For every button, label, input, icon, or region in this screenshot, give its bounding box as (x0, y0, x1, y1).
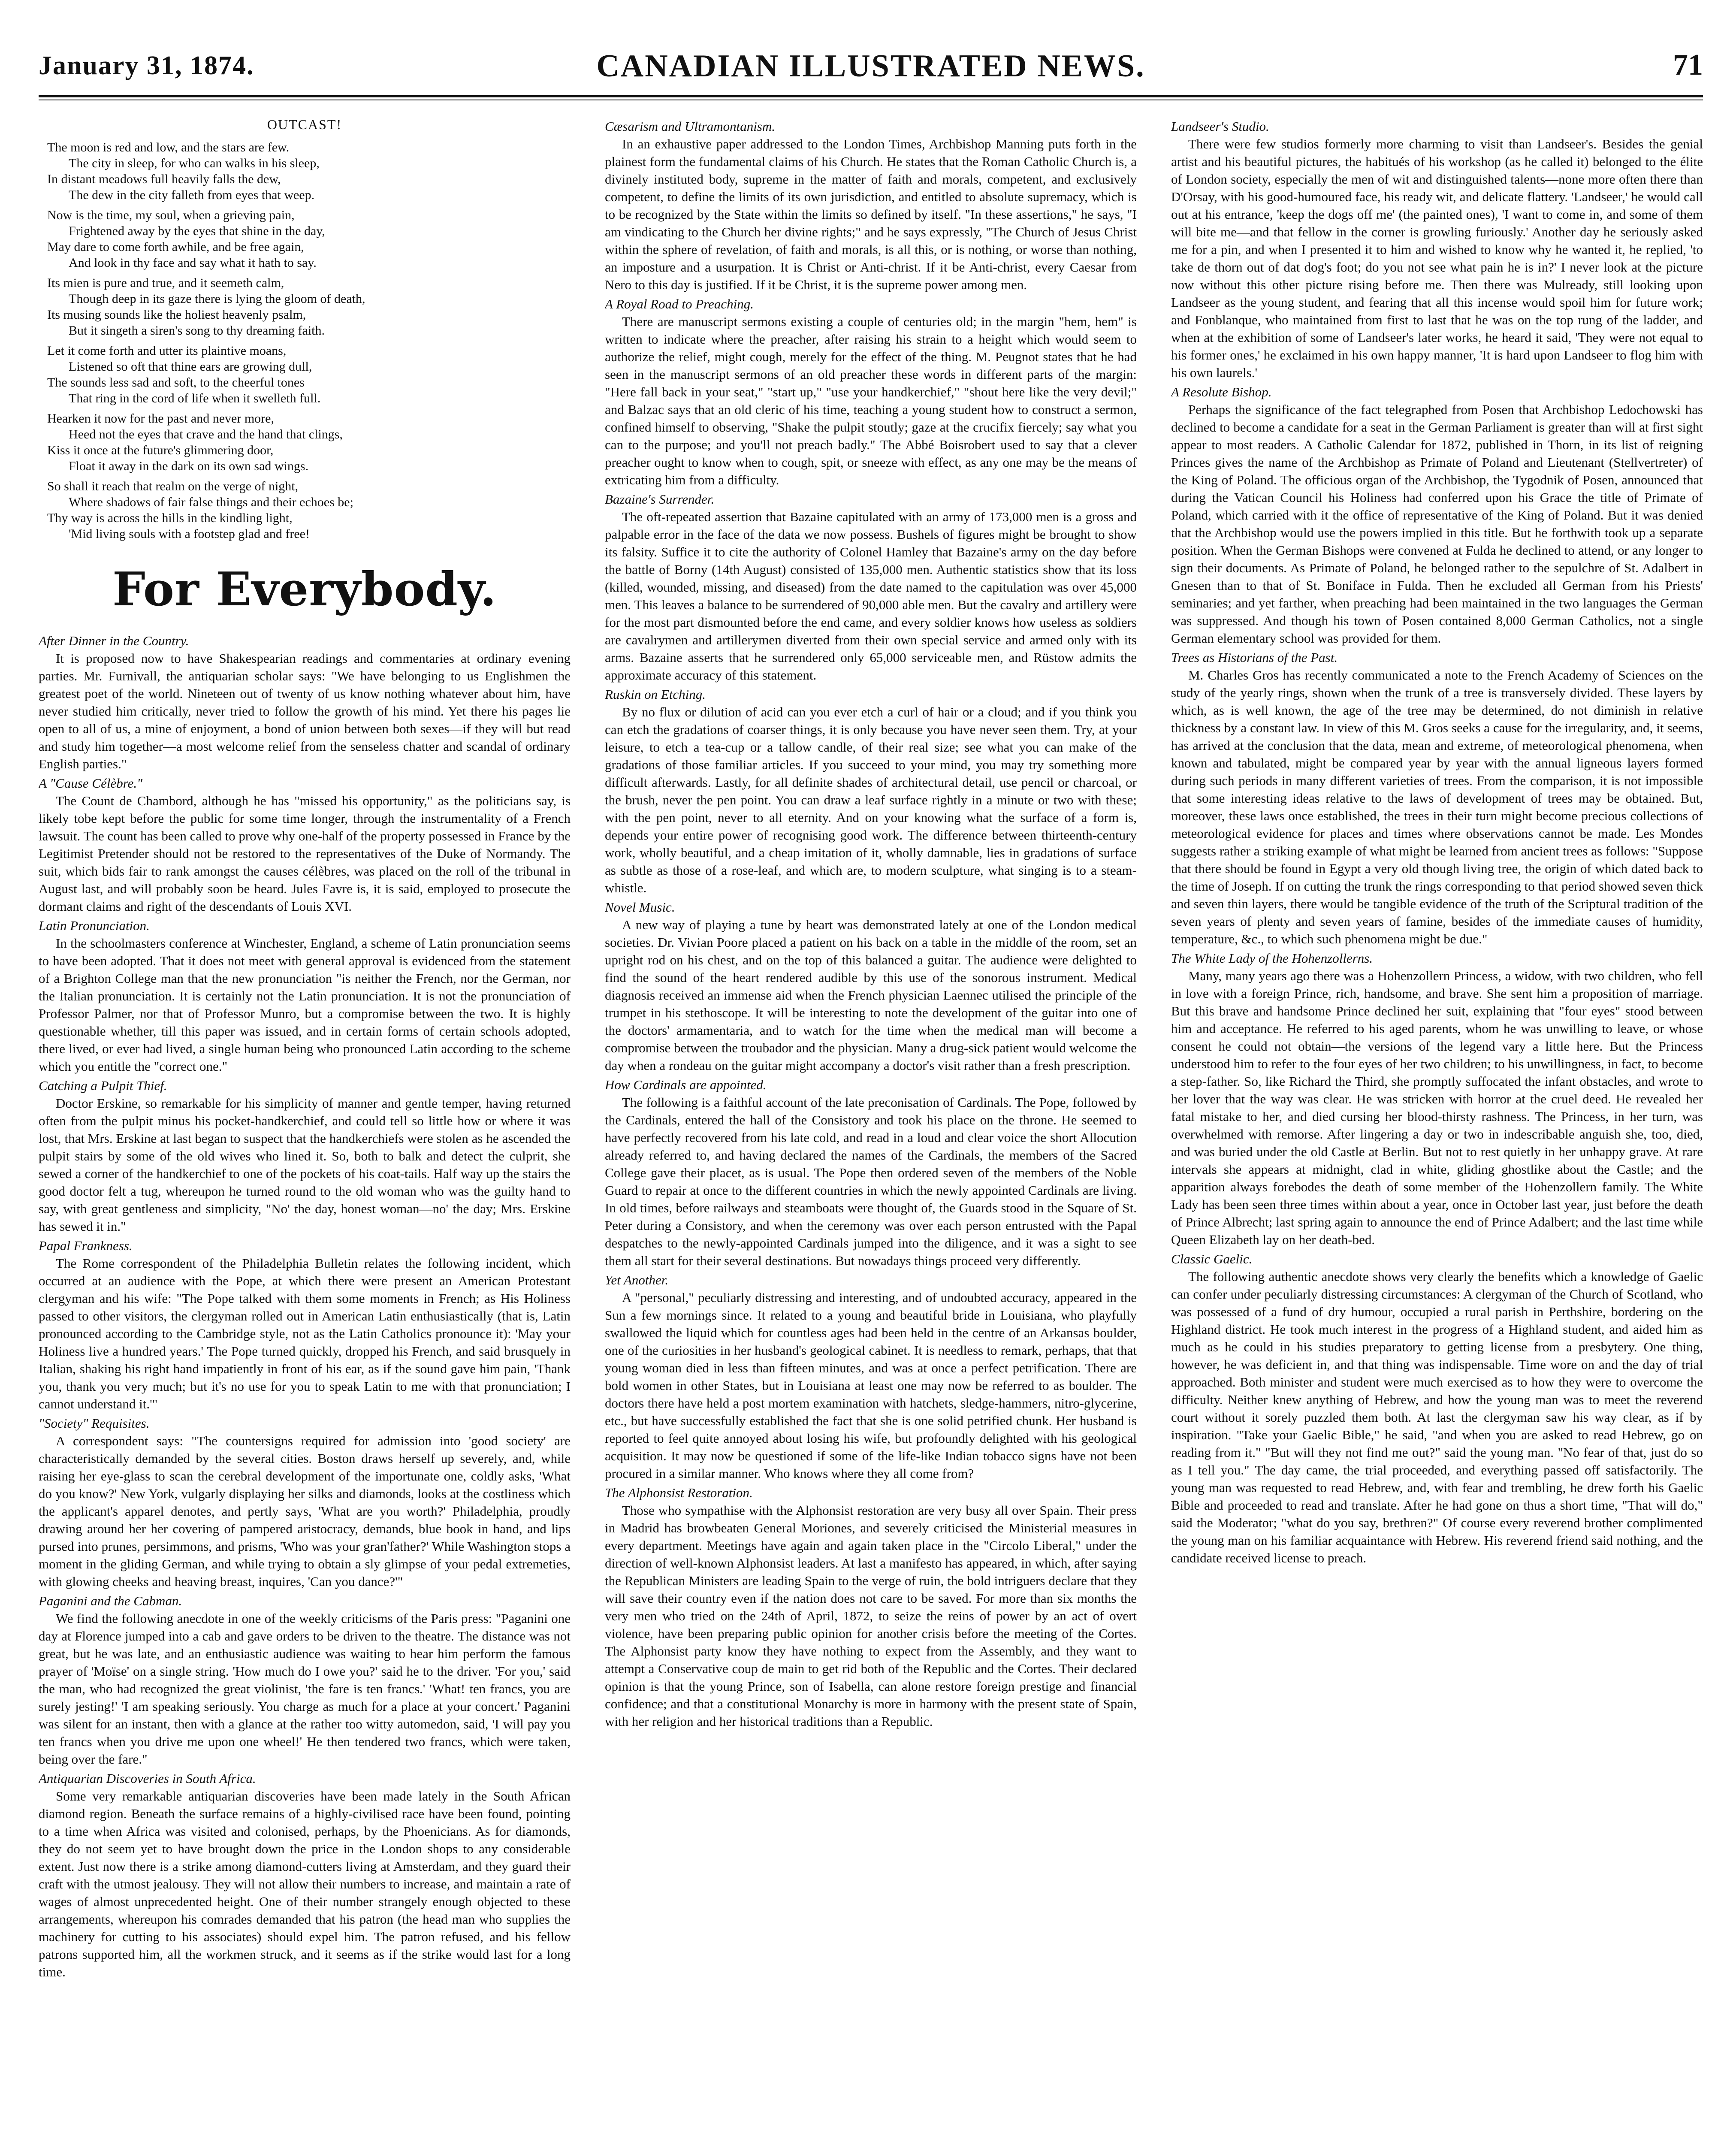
section-body: A new way of playing a tune by heart was demonstrated lately at one of the London medical societies. Dr. Vivian Poore placed a patient on his back on a table in the middle of the room, set an upright rod on his chest, and on the top of this balanced a guitar. The audience were delighted to find the sound of the heart rendered audible by this use of the sonorous instrument. Medical diagnosis received an immense aid when the French physician Laennec utilised the principle of the trumpet in his stethoscope. It will be interesting to note the development of the guitar into one of the doctors' armamentaria, and to watch for the time when the medical man will become a compromise between the troubador and the physician. Many a drug-sick patient would welcome the day when a rondeau on the guitar might accompany a doctor's visit rather than a fresh prescription. (605, 917, 1137, 1073)
section-title: Novel Music. (605, 900, 675, 915)
section-body: Some very remarkable antiquarian discoveries have been made lately in the South African diamond region. Beneath the surface remains of a highly-civilised race have been found, pointing to a time when Africa was visited and colonised, perhaps, by the Phoenicians. As for diamonds, they do not seem yet to have brought down the price in the London shops to any considerable extent. Just now there is a strike among diamond-cutters living at Amsterdam, and they guard their craft with the utmost jealousy. They will not allow their numbers to increase, and maintain a rate of wages of almost unprecedented height. One of their number strangely enough objected to these arrangements, whereupon his comrades demanded that his patron (the head man who supplies the machinery for cutting to his associates) should expel him. The patron refused, and his fellow patrons supported him, all the workmen struck, and it seems as if the strike would last for a long time. (39, 1789, 571, 1979)
article-section (1171, 649, 1703, 948)
poem-line: Hearken it now for the past and never more, (47, 411, 274, 426)
section-body: Many, many years ago there was a Hohenzollern Princess, a widow, with two children, who fell in love with a foreign Prince, rich, handsome, and brave. She sent him a proposition of marriage. But this brave and handsome Prince declined her suit, explaining that "four eyes" stood between him and acceptance. He referred to his aged parents, whom he was unwilling to leave, or whose consent he could not obtain—the versions of the legend vary a little here. But the Princess understood him to refer to the four eyes of her two children; to his unwillingness, in fact, to become a step-father. So, like Richard the Third, she promptly suffocated the infant obstacles, and wrote to her lover that the way was clear. He was stricken with horror at the cruel deed. He revealed her fatal mistake to her, and died cursing her blood-thirsty rashness. The Princess, in her turn, was overwhelmed with remorse. After lingering a day or two in indescribable anguish she, too, died, and was buried under the old Castle at Berlin. But not to rest quietly in her unhappy grave. At rare intervals she appears at midnight, clad in white, gliding ghostlike about the Castle; and the apparition always forebodes the death of some member of the Hohenzollern family. The White Lady has been seen three times within about a year, once in October last year, just before the death of Prince Albrecht; last spring again to announce the end of Prince Adalbert; and the last time while Queen Elizabeth lay on her death-bed. (1171, 968, 1703, 1247)
article-section (1171, 383, 1703, 647)
section-title: Trees as Historians of the Past. (1171, 650, 1338, 665)
section-body: We find the following anecdote in one of the weekly criticisms of the Paris press: "Paganini one day at Florence jumped into a cab and gave orders to be driven to the theatre. The distance was not great, but he was late, and an enthusiastic audience was waiting to hear him perform the famous prayer of 'Moïse' on a single string. 'How much do I owe you?' said he to the driver. 'For you,' said the man, who had recognized the great violinist, 'the fare is ten francs.' 'What! ten francs, you are surely jesting!' 'I am speaking seriously. You charge as much for a place at your concert.' Paganini was silent for an instant, then with a glance at the rather too witty automedon, said, 'I will pay you ten francs when you drive me upon one wheel!' He then tendered two francs, which were taken, being over the fare." (39, 1611, 571, 1767)
poem (39, 139, 571, 542)
article-section (605, 1271, 1137, 1482)
section-body: The oft-repeated assertion that Bazaine capitulated with an army of 173,000 men is a gross and palpable error in the face of the data we now possess. Bushels of figures might be brought to show its falsity. Suffice it to cite the authority of Colonel Hamley that Bazaine's army on the day before the battle of Borny (14th August) consisted of 135,000 men. Authentic statistics show that its loss (killed, wounded, missing, and diseased) from the date named to the capitulation was over 45,000 men. This leaves a balance to be surrendered of 90,000 able men. But the cavalry and artillery were for the most part dismounted before the end came, and every soldier knows how useless as soldiers are cavalrymen and artillerymen diverted from their own special service and armed only with its arms. Bazaine asserts that he surrendered only 65,000 serviceable men, and Rüstow admits the approximate accuracy of this statement. (605, 509, 1137, 683)
section-title: How Cardinals are appointed. (605, 1077, 767, 1092)
article-section (39, 1770, 571, 1981)
masthead-rule (39, 95, 1703, 97)
article-section (605, 490, 1137, 684)
poem-line: Though deep in its gaze there is lying the gloom of death, (69, 292, 365, 306)
poem-line: 'Mid living souls with a footstep glad and free! (69, 527, 310, 541)
poem-line: Listened so oft that thine ears are growing dull, (69, 360, 312, 374)
article-section (605, 118, 1137, 293)
poem-line: Its musing sounds like the holiest heavenly psalm, (47, 308, 306, 322)
section-title: Antiquarian Discoveries in South Africa. (39, 1771, 256, 1786)
section-title: Ruskin on Etching. (605, 687, 706, 702)
poem-line: Let it come forth and utter its plaintive moans, (47, 344, 287, 358)
page-number: 71 (1673, 48, 1703, 82)
poem-line: The city in sleep, for who can walks in his sleep, (69, 156, 320, 170)
section-title: Yet Another. (605, 1272, 669, 1287)
poem-line: But it singeth a siren's song to thy dreaming faith. (69, 323, 325, 338)
poem-line: Kiss it once at the future's glimmering door, (47, 443, 274, 457)
article-section (39, 774, 571, 915)
article-section (605, 295, 1137, 489)
section-body: M. Charles Gros has recently communicated a note to the French Academy of Sciences on the study of the yearly rings, shown when the trunk of a tree is transversely divided. These layers by which, as is well known, the age of the tree may be determined, do not diminish in relative thickness by a constant law. In view of this M. Gros seeks a cause for the irregularity, and, it seems, has arrived at the conclusion that the data, mean and extreme, of meteorological phenomena, when known and tabulated, might be compared year by year with the annual ligneous layers formed during such periods in many different varieties of trees. From the comparison, it is not impossible that some interesting ideas relative to the laws of development of trees may be obtained. But, moreover, these laws once established, the trees in their turn might become precious collections of meteorological evidence for places and times where observations cannot be made. Les Mondes suggests rather a striking example of what might be learned from ancient trees as follows: "Suppose that there should be found in Egypt a very old though living tree, the origin of which dated back to the time of Joseph. If on cutting the trunk the rings corresponding to that period showed seven thick and seven thin layers, there would be tangible evidence of the truth of the Scriptural tradition of the seven years of plenty and seven years of famine, besides of the immediate causes of humidity, temperature, &c., to which such phenomena might be due." (1171, 668, 1703, 946)
section-body: A correspondent says: "The countersigns required for admission into 'good society' are characteristically demanded by the several cities. Boston draws herself up severely, and, while raising her eye-glass to scan the cerebral development of the importunate one, coldly asks, 'What do you know?' New York, vulgarly displaying her silks and diamonds, looks at the costliness which the applicant's apparel denotes, and pertly says, 'What are you worth?' Philadelphia, proudly drawing around her her covering of pampered aristocracy, demands, blue book in hand, and lips pursed into prunes, persimmons, and prisms, 'Who was your gran'father?' While Washington stops a moment in the gliding German, and while trying to obtain a sly glimpse of your pedal extremeties, with glowing cheeks and heaving breast, inquires, 'Can you dance?'" (39, 1433, 571, 1589)
section-body: A "personal," peculiarly distressing and interesting, and of undoubted accuracy, appeared in the Sun a few mornings since. It related to a young and beautiful bride in Louisiana, who playfully swallowed the liquid which for countless ages had been held in the centre of an Arkansas boulder, one of the curiosities in her husband's geological cabinet. It is needless to remark, perhaps, that that young woman died in less than fifteen minutes, and was at once a perfect petrification. There are bold women in other States, but in Louisiana at least one may now be referred to as boulder. The doctors there have held a post mortem examination with hatchets, sledge-hammers, nitro-glycerine, etc., but have successfully established the fact that she is one solid petrified chunk. Her husband is reported to feel quite annoyed about losing his wife, but profoundly delighted with his geological acquisition. It may now be questioned if some of the life-like Indian tobacco signs have not been procured in a similar manner. Who knows where they all come from? (605, 1290, 1137, 1481)
poem-line: Its mien is pure and true, and it seemeth calm, (47, 276, 284, 290)
poem-stanza (47, 275, 571, 338)
section-body: There are manuscript sermons existing a couple of centuries old; in the margin "hem, hem" is written to indicate where the preacher, after raising his strain to a height which would seem to authorize the relief, might cough, merely for the effect of the thing. M. Peugnot states that he had seen in the manuscript sermons of an old preacher these words in different parts of the margin: "Here fall back in your seat," "start up," "use your handkerchief," "shout here like the very devil;" and Balzac says that an old cleric of his time, teaching a young student how to construct a sermon, confined himself to observing, "Shake the pulpit stoutly; gaze at the crucifix fiercely; say what you can to the purpose; and you'll not preach badly." The Abbé Boisrobert used to say that a clever preacher ought to know when to cough, spit, or sneeze with effect, as any one may be the means of extricating him from a difficulty. (605, 314, 1137, 487)
article-section (1171, 1250, 1703, 1567)
section-title: After Dinner in the Country. (39, 633, 189, 648)
poem-line: Float it away in the dark on its own sad wings. (69, 459, 309, 473)
article-section (39, 917, 571, 1075)
section-title: Papal Frankness. (39, 1238, 133, 1253)
section-title: "Society" Requisites. (39, 1416, 150, 1431)
article-section (39, 632, 571, 773)
section-title: Paganini and the Cabman. (39, 1593, 182, 1608)
issue-date: January 31, 1874. (39, 51, 254, 80)
article-section (39, 1237, 571, 1413)
poem-stanza (47, 478, 571, 542)
poem-line: In distant meadows full heavily falls the dew, (47, 172, 281, 186)
poem-stanza (47, 207, 571, 271)
newspaper-page (39, 39, 1703, 2145)
poem-line: Where shadows of fair false things and their echoes be; (69, 495, 353, 509)
article-section (605, 1484, 1137, 1730)
poem-line: The dew in the city falleth from eyes that weep. (69, 188, 315, 202)
section-body: Those who sympathise with the Alphonsist restoration are very busy all over Spain. Their press in Madrid has browbeaten General Moriones, and severely criticised the Ministerial measures in every department. Meetings have again and again taken place in the "Circolo Liberal," under the direction of well-known Alphonsist leaders. At last a manifesto has appeared, in which, after saying the Republican Ministers are leading Spain to the verge of ruin, the bold intriguers declare that they will save their country even if the nation does not care to be saved. For more than six months the very men who tried on the 24th of April, 1872, to seize the reins of power by an act of overt violence, have been preparing public opinion for another crisis before the meeting of the Cortes. The Alphonsist party know they have nothing to expect from the Assembly, and they want to attempt a Conservative coup de main to get rid both of the Republic and the Cortes. Their declared opinion is that the young Prince, son of Isabella, can alone restore foreign prestige and financial confidence; and that a constitutional Monarchy is more in harmony with the present state of Spain, with her religion and her historical traditions than a Republic. (605, 1503, 1137, 1729)
section-body: The following is a faithful account of the late preconisation of Cardinals. The Pope, followed by the Cardinals, entered the hall of the Consistory and took his place on the throne. He seemed to have perfectly recovered from his late cold, and read in a loud and clear voice the short Allocution already referred to, and having declared the names of the Cardinals, the members of the Sacred College gave their placet, as is usual. The Pope then ordered seven of the members of the Noble Guard to repair at once to the different countries in which the newly appointed Cardinals are living. In old times, before railways and steamboats were thought of, the Guards stood in the Square of St. Peter during a Consistory, and when the ceremony was over each person entrusted with the Papal despatches to the newly-appointed Cardinals jumped into the diligence, and it was a sight to see them all start for their several destinations. But nowadays things proceed very differently. (605, 1095, 1137, 1268)
section-body: There were few studios formerly more charming to visit than Landseer's. Besides the genial artist and his beautiful pictures, the habitués of his workshop (as he called it) belonged to the élite of London society, especially the men of wit and distinguished talents—none more often there than D'Orsay, with his good-humoured face, his ready wit, and delicate flattery. 'Landseer,' he would call out at his entrance, 'keep the dogs off me' (the painted ones), 'I want to come in, and some of them will bite me—and that fellow in the corner is growling furiously.' Another day he seriously asked me for a pin, and when I presented it to him and wished to know why he wanted it, he replied, 'to take de thorn out of dat dog's foot; do you not see what pain he is in?' I never look at the picture now without this other picture rising before me. Then there was Mulready, still looking upon Landseer as the young student, and fearing that all this incense would spoil him for future work; and Fonblanque, who maintained from first to last that he was on the top rung of the ladder, and when at the exhibition of some of Landseer's later works, he heard it said, 'They were not equal to his former ones,' he exclaimed in his own happy manner, 'It is hard upon Landseer to flog him with his own laurels.' (1171, 136, 1703, 380)
poem-stanza (47, 343, 571, 406)
poem-line: May dare to come forth awhile, and be free again, (47, 240, 304, 254)
masthead (39, 39, 1703, 90)
section-title: Classic Gaelic. (1171, 1251, 1253, 1266)
article-section (39, 1077, 571, 1235)
section-title: Latin Pronunciation. (39, 918, 150, 933)
section-body: By no flux or dilution of acid can you ever etch a curl of hair or a cloud; and if you think you can etch the gradations of coarser things, it is only because you have never seen them. Try, at your leisure, to etch a tea-cup or a tallow candle, of their real size; see what you can make of the gradations of those familiar articles. If you succeed to your mind, you may try something more difficult afterwards. Lastly, for all definite shades of architectural detail, use pencil or charcoal, or the brush, never the pen point. You can draw a leaf surface rightly in a minute or two with these; with the pen point, never to all eternity. And on your knowing what the surface of a form is, depends your entire power of recognising good work. The difference between thirteenth-century work, wholly beautiful, and a cheap imitation of it, wholly damnable, lies in gradations of surface as subtle as those of a rose-leaf, and which are, to modern sculpture, what singing is to a steam-whistle. (605, 704, 1137, 895)
poem-line: Frightened away by the eyes that shine in the day, (69, 224, 325, 238)
article-section (1171, 949, 1703, 1248)
section-title: The White Lady of the Hohenzollerns. (1171, 951, 1373, 966)
section-title: Cæsarism and Ultramontanism. (605, 119, 776, 134)
newspaper-title: CANADIAN ILLUSTRATED NEWS. (596, 48, 1145, 84)
section-body: The following authentic anecdote shows very clearly the benefits which a knowledge of Gaelic can confer under peculiarly distressing circumstances: A clergyman of the Church of Scotland, who was possessed of a fund of dry humour, occupied a rural parish in Perthshire, bordering on the Highland district. He took much interest in the progress of a Highland student, and aided him as much as he could in his studies preparatory to getting license from a presbytery. One thing, however, he was deficient in, and that thing was indispensable. Time wore on and the day of trial approached. Both minister and student were much exercised as to how they were to overcome the difficulty. Neither knew anything of Hebrew, and how the young man was to meet the reverend court without it sorely puzzled them both. At last the clergyman saw his way clear, as if by inspiration. "Take your Gaelic Bible," he said, "and when you are asked to read Hebrew, go on reading from it." "But will they not find me out?" said the young man. "No fear of that, just do so as I tell you." The day came, the trial proceeded, and everything passed off satisfactorily. The young man was requested to read Hebrew, and, with fear and trembling, he drew forth his Gaelic Bible and proceeded to read and translate. After he had gone on thus a short time, "That will do," said the Moderator; "what do you say, brethren?" Of course every reverend brother complimented the young man on his familiar acquaintance with Hebrew. His reverend friend said nothing, and the candidate received license to preach. (1171, 1269, 1703, 1565)
poem-line: Thy way is across the hills in the kindling light, (47, 511, 293, 525)
section-title: A "Cause Célèbre." (39, 776, 143, 791)
article-section (39, 1414, 571, 1590)
poem-line: The sounds less sad and soft, to the cheerful tones (47, 375, 305, 390)
section-body: In an exhaustive paper addressed to the London Times, Archbishop Manning puts forth in the plainest form the fundamental claims of his Church. He states that the Roman Catholic Church is, a divinely instituted body, supreme in the matter of faith and morals, competent, and exclusively competent, to define the limits of its own jurisdiction, and entitled to absolute supremacy, which is to be recognized by the State within the limits so defined by itself. "In these assertions," he says, "I am vindicating to the Church her divine rights;" and he says expressly, "The Church of Jesus Christ within the sphere of revelation, of faith and morals, is all this, or is nothing, or worse than nothing, an imposture and a usurpation. It is Christ or Anti-christ. If it be Anti-christ, every Caesar from Nero to this day is justified. If it be Christ, it is the supreme power among men. (605, 136, 1137, 292)
poem-stanza (47, 139, 571, 203)
section-title: Landseer's Studio. (1171, 119, 1269, 134)
column-2 (605, 116, 1137, 2145)
article-section (605, 686, 1137, 897)
section-title: A Royal Road to Preaching. (605, 296, 754, 311)
poem-line: That ring in the cord of life when it swelleth full. (69, 391, 321, 405)
poem-title: OUTCAST! (267, 117, 342, 132)
poem-stanza (47, 411, 571, 474)
column-1 (39, 116, 571, 2145)
poem-line: Heed not the eyes that crave and the hand that clings, (69, 427, 343, 441)
section-body: The Count de Chambord, although he has "missed his opportunity," as the politicians say, is likely tobe kept before the public for some time longer, through the instrumentality of a French lawsuit. The count has been called to prove why one-half of the property possessed in France by the Legitimist Pretender should not be restored to the representatives of the Duke of Normandy. The suit, which bids fair to rank amongst the causes célèbres, was placed on the roll of the tribunal in August last, and will probably soon be heard. Jules Favre is, it is said, employed to prosecute the dormant claims and right of the descendants of Louis XVI. (39, 793, 571, 914)
feature-heading: For Everybody. (112, 562, 497, 616)
poem-line: So shall it reach that realm on the verge of night, (47, 479, 299, 493)
article-section (1171, 118, 1703, 381)
article-section (605, 898, 1137, 1074)
section-body: In the schoolmasters conference at Winchester, England, a scheme of Latin pronunciation seems to have been adopted. That it does not meet with general approval is evidenced from the statement of a Brighton College man that the new pronunciation "is neither the French, nor the German, nor the Italian pronunciation. It is certainly not the Latin pronunciation. It is not the pronunciation of Professor Palmer, nor that of Professor Munro, but a compromise between the two. It is highly questionable whether, till this paper was issued, and in certain forms of certain schools adopted, there lived, or ever had lived, a single human being who pronounced Latin according to the scheme which you entitle the "correct one." (39, 936, 571, 1074)
section-title: A Resolute Bishop. (1171, 384, 1272, 399)
section-body: It is proposed now to have Shakespearian readings and commentaries at ordinary evening parties. Mr. Furnivall, the antiquarian scholar says: "We have belonging to us Englishmen the greatest poet of the world. Nineteen out of twenty of us know nothing whatever about him, have never studied him critically, never tried to follow the growth of his mind. Yet there his pages lie open to all of us, a mine of enjoyment, a bond of union between both sexes—if they will but read and study him together—a most welcome relief from the senseless chatter and scandal of ordinary English parties." (39, 651, 571, 771)
section-title: Bazaine's Surrender. (605, 492, 715, 507)
article-section (605, 1076, 1137, 1269)
poem-line: Now is the time, my soul, when a grieving pain, (47, 208, 295, 222)
column-3 (1171, 116, 1703, 2145)
section-body: Perhaps the significance of the fact telegraphed from Posen that Archbishop Ledochowski has declined to become a candidate for a seat in the German Parliament is greater than will at first sight appear to most readers. A Catholic Calendar for 1872, published in Thorn, in its list of reigning Princes gives the name of the Archbishop as Primate of Poland and Lieutenant (Stellvertreter) of the King of Poland. The officious organ of the Archbishop, the Tygodnik of Posen, announced that during the Vatican Council his Holiness had conferred upon his Grace the title of Primate of Poland, which carried with it the office of representative of the King of Poland. But it was denied that the Archbishop would use the powers implied in this title. But he forthwith took up a separate position. When the German Bishops were convened at Fulda he declined to attend, or any longer to sign their documents. As Primate of Poland, he belonged rather to the sepulchre of St. Adalbert in Gnesen than to that of St. Boniface in Fulda. Then he excluded all German from his Priests' seminaries; and yet farther, when preaching had been maintained in the two languages the German was suppressed. And though his town of Posen contained 8,000 German Catholics, not a single German elementary school was provided for them. (1171, 402, 1703, 646)
article-section (39, 1592, 571, 1768)
poem-line: And look in thy face and say what it hath to say. (69, 256, 317, 270)
poem-line: The moon is red and low, and the stars are few. (47, 140, 290, 154)
section-body: Doctor Erskine, so remarkable for his simplicity of manner and gentle temper, having returned often from the pulpit minus his pocket-handkerchief, and could tell so little how or where it was lost, that Mrs. Erskine at last began to suspect that the handkerchiefs were stolen as he ascended the pulpit stairs by some of the old wives who lined it. So, both to balk and detect the culprit, she sewed a corner of the handkerchief to one of the pockets of his coat-tails. Half way up the stairs the good doctor felt a tug, whereupon he turned round to the old woman who was the guilty hand to say, with great gentleness and simplicity, "No' the day, honest woman—no' the day; Mrs. Erskine has sewed it in." (39, 1096, 571, 1234)
section-title: The Alphonsist Restoration. (605, 1485, 753, 1500)
section-title: Catching a Pulpit Thief. (39, 1078, 167, 1093)
section-body: The Rome correspondent of the Philadelphia Bulletin relates the following incident, which occurred at an audience with the Pope, at which there were present an American Protestant clergyman and his wife: "The Pope talked with them some moments in French; as His Holiness passed to other visitors, the clergyman rolled out in American Latin enthusiastically (that is, Latin pronounced according to the Cambridge style, not as the Latin Catholics pronounce it): 'May your Holiness live a hundred years.' The Pope turned quickly, dropped his French, and said brusquely in Italian, shaking his right hand impatiently in front of his ear, as if the sound gave him pain, 'Thank you, thank you very much; but it's no use for you to speak Latin to me with that pronunciation; I cannot understand it.'" (39, 1256, 571, 1411)
